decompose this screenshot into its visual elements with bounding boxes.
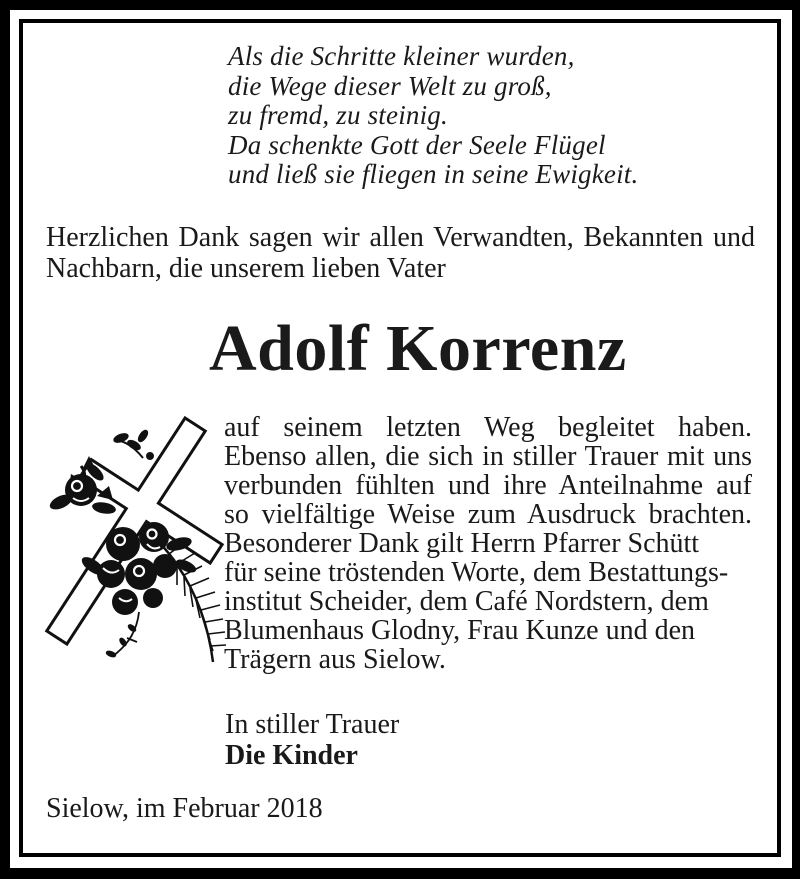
poem-line: Als die Schritte kleiner wurden, [228,41,575,71]
closing-block [225,709,399,771]
memorial-poem [228,42,638,190]
thanks-paragraph [46,222,755,284]
body-line: für seine tröstenden Worte, dem Bestattungs- [224,557,729,588]
thanks-line: Nachbarn, die unserem lieben Vater [46,253,446,284]
body-line: Blumenhaus Glodny, Frau Kunze und den [224,615,695,646]
body-line: institut Scheider, dem Café Nordstern, dem [224,586,709,617]
leaf-sprig-icon [113,429,153,459]
body-line: verbunden fühlten und ihre Anteilnahme auf [224,470,752,501]
notice-border [19,19,781,857]
poem-line: Da schenkte Gott der Seele Flügel [228,129,606,160]
body-line: Ebenso allen, die sich in stiller Trauer mit uns [224,441,752,472]
thanks-line: Herzlichen Dank sagen wir allen Verwandten, Bekannten und [46,222,755,253]
poem-line: zu fremd, zu steinig. [228,100,448,130]
mourners-signature: Die Kinder [225,740,358,771]
thanks-body [224,413,752,674]
body-line: Besonderer Dank gilt Herrn Pfarrer Schütt [224,528,700,559]
body-line: so vielfältige Weise zum Ausdruck brachten. [224,499,752,530]
newspaper-clipping [10,10,792,868]
deceased-name: Adolf Korrenz [209,312,627,385]
body-line: auf seinem letzten Weg begleitet haben. [224,412,752,443]
place-dateline: Sielow, im Februar 2018 [46,793,323,824]
closing-phrase: In stiller Trauer [225,709,400,740]
cross-flowers-illustration [31,416,229,670]
body-line: Trägern aus Sielow. [224,644,446,675]
poem-line: die Wege dieser Welt zu groß, [228,70,552,101]
tendril-icon [106,612,139,657]
poem-line: und ließ sie fliegen in seine Ewigkeit. [228,159,639,189]
